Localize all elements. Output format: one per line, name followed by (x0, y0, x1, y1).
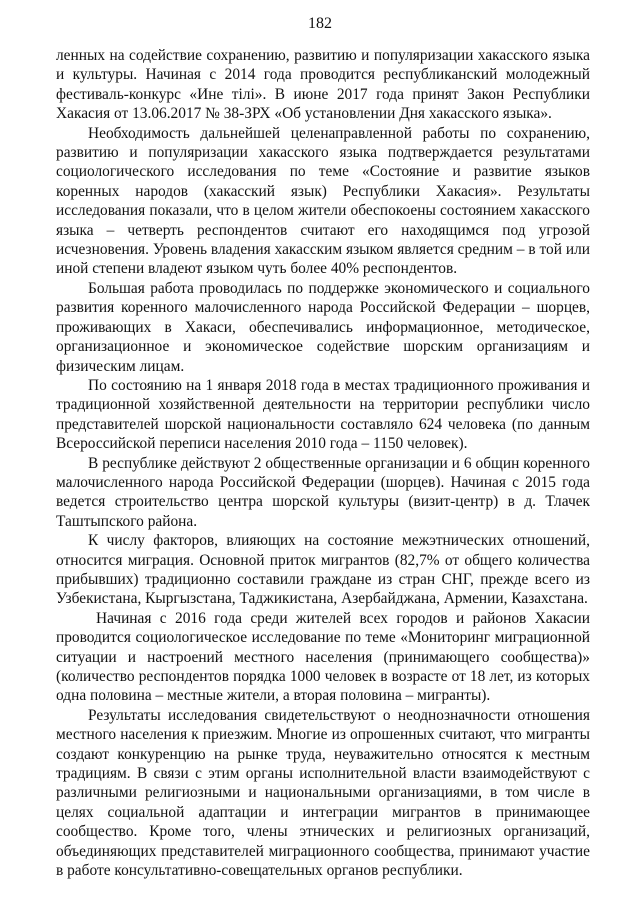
paragraph-2: Необходимость дальнейшей целенаправленной работы по сохранению, развитию и популяризации хакасского языка подтверждается результатами социологического исследования по теме «Состояние и развитие языков коренных народов (хакасский язык) Республики Хакасия». Результаты исследования показали, что в целом жители обеспокоены состоянием хакасского языка – четверть респондентов считают его находящимся под угрозой исчезновения. Уровень владения хакасским языком является средним – в той или иной степени владеют языком чуть более 40% респондентов. (56, 124, 590, 278)
paragraph-1: ленных на содействие сохранению, развитию и популяризации хакасского языка и культуры. Начиная с 2014 года проводится республиканский молодежный фестиваль-конкурс «Ине тілі». В июне 2017 года принят Закон Республики Хакасия от 13.06.2017 № 38-ЗРХ «Об установлении Дня хакасского языка». (56, 47, 590, 123)
paragraph-5: В республике действуют 2 общественные организации и 6 общин коренного малочисленного народа Российской Федерации (шорцев). Начиная с 2015 года ведется строительство центра шорской культуры (визит-центр) в д. Тлачек Таштыпского района. (56, 454, 590, 530)
paragraph-3: Большая работа проводилась по поддержке экономического и социального развития коренного малочисленного народа Российской Федерации – шорцев, проживающих в Хакаси, обеспечивались информационное, методическое, организационное и экономическое содействие шорским организациям и физическим лицам. (56, 279, 590, 375)
paragraph-7: Начиная с 2016 года среди жителей всех городов и районов Хакасии проводится социологическое исследование по теме «Мониторинг миграционной ситуации и настроений местного населения (принимающего сообщества)» (количество респондентов порядка 1000 человек в возрасте от 18 лет, из которых одна половина – местные жители, а вторая половина – мигранты). (56, 609, 590, 705)
paragraph-6: К числу факторов, влияющих на состояние межэтнических отношений, относится миграция. Основной приток мигрантов (82,7% от общего количества прибывших) традиционно составили граждане из стран СНГ, прежде всего из Узбекистана, Кыргызстана, Таджикистана, Азербайджана, Армении, Казахстана. (56, 532, 590, 608)
page-body (56, 46, 590, 880)
paragraph-4: По состоянию на 1 января 2018 года в местах традиционного проживания и традиционной хозяйственной деятельности на территории республики число представителей шорской национальности составляло 624 человека (по данным Всероссийской переписи населения 2010 года – 1150 человек). (56, 376, 590, 453)
paragraph-8: Результаты исследования свидетельствуют о неоднозначности отношения местного населения к приезжим. Многие из опрошенных считают, что мигранты создают конкуренцию на рынке труда, неуважительно относятся к местным традициям. В связи с этим органы исполнительной власти взаимодействуют с различными религиозными и национальными организациями, в том числе в целях социальной адаптации и интеграции мигрантов в принимающее сообщество. Кроме того, члены этнических и религиозных организаций, объединяющих представителей миграционного сообщества, принимают участие в работе консультативно-совещательных органов республики. (56, 706, 590, 880)
page-number: 182 (308, 15, 332, 32)
